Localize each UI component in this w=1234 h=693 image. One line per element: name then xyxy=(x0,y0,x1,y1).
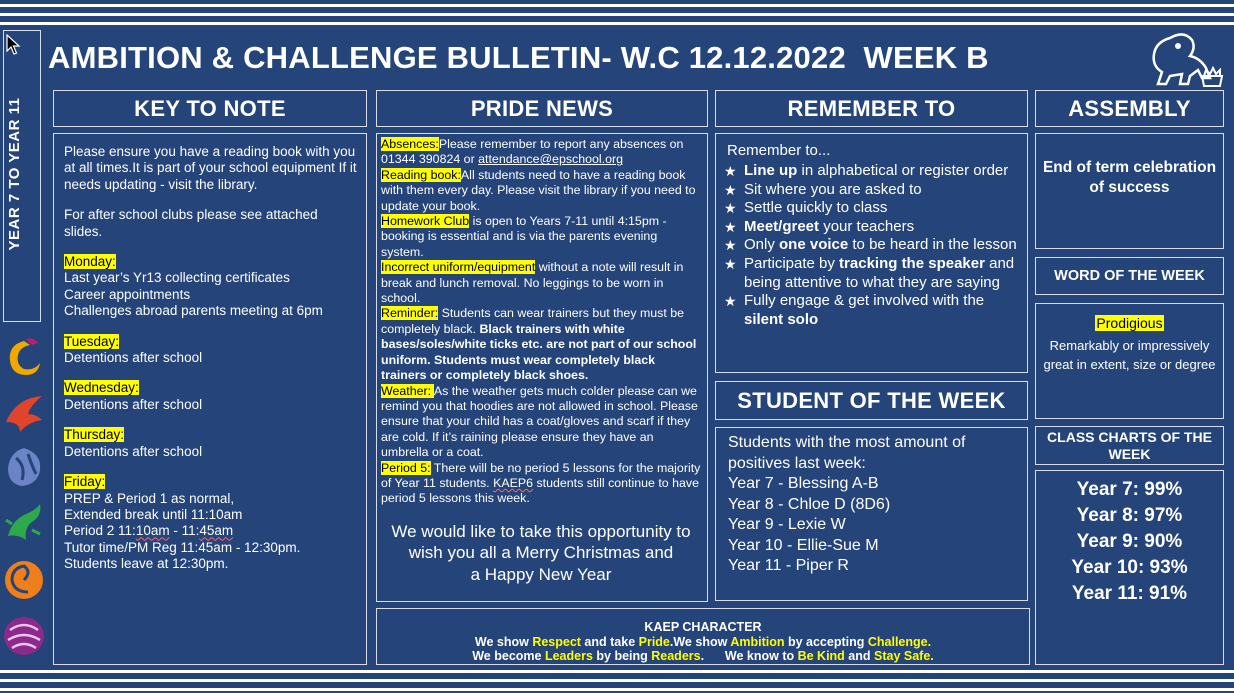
kaep-character-panel xyxy=(376,608,1030,665)
homework-club-notice xyxy=(381,214,701,260)
friday-line: Tutor time/PM Reg 11:45am - 12:30pm. xyxy=(64,539,301,555)
word-of-week-header xyxy=(1035,257,1224,295)
absences-label: Absences: xyxy=(381,137,439,151)
list-item: Year 8 - Chloe D (8D6) xyxy=(728,495,891,513)
top-stripe-1 xyxy=(0,4,1234,7)
period5-notice xyxy=(381,461,701,507)
weather-label: Weather: xyxy=(381,383,434,398)
wednesday-block xyxy=(64,380,358,413)
remember-to-header xyxy=(715,90,1028,127)
remember-bold: Line up xyxy=(744,162,798,179)
attendance-email-link[interactable]: attendance@epschool.org xyxy=(478,152,624,167)
monday-line: Last year’s Yr13 collecting certificates xyxy=(64,270,290,286)
uniform-notice xyxy=(381,260,701,306)
bottom-stripe-1 xyxy=(0,670,1234,673)
star-icon: ★ xyxy=(724,293,737,310)
kaep-value: Pride xyxy=(638,634,670,649)
kaep-text: by being xyxy=(592,649,652,663)
pride-news-title: PRIDE NEWS xyxy=(470,95,614,121)
kaep-text: by accepting xyxy=(784,634,868,649)
shell-mascot-icon xyxy=(2,556,46,602)
uniform-text: without a note will result in break and lunch removal. No leggings to be worn in school. xyxy=(381,260,684,306)
kaep-text: . We know to xyxy=(700,649,798,663)
leaf-mascot-icon xyxy=(2,444,46,490)
bottom-stripe-3 xyxy=(0,688,1234,691)
lizard-mascot-icon xyxy=(2,500,46,546)
reminder-label: Reminder: xyxy=(381,306,439,321)
page-title: AMBITION & CHALLENGE BULLETIN- W.C 12.12.2022 WEEK B xyxy=(48,40,989,75)
assembly-panel xyxy=(1035,133,1224,249)
kaep-line-1 xyxy=(377,635,1029,650)
weather-text: As the weather gets much colder please can we remind you that hoodies are not allowed in school. Please ensure that your child has a coat/gloves and scarf if they are cold. If it’s raining please ensure they have an umbrella or a coat. xyxy=(381,383,698,460)
word-of-week-panel xyxy=(1035,303,1224,419)
reminder-notice xyxy=(381,306,701,383)
key-to-note-panel xyxy=(53,133,367,665)
friday-line: Students leave at 12:30pm. xyxy=(64,556,229,572)
assembly-header xyxy=(1035,90,1224,127)
friday-label: Friday: xyxy=(64,474,106,490)
remember-list xyxy=(724,162,1019,329)
tuesday-label: Tuesday: xyxy=(64,333,120,349)
list-item xyxy=(724,199,1019,218)
friday-line: PREP & Period 1 as normal, xyxy=(64,490,235,506)
remember-text: in alphabetical or register order xyxy=(797,162,1009,179)
list-item xyxy=(724,162,1019,181)
word-definition: Remarkably or impressively great in extent, size or degree xyxy=(1043,338,1216,372)
side-label-text: YEAR 7 TO YEAR 11 xyxy=(6,97,23,251)
star-icon: ★ xyxy=(724,200,737,217)
kaep-value: Be Kind xyxy=(797,649,845,663)
key-to-note-header xyxy=(53,90,367,127)
remember-text: Only xyxy=(744,236,780,254)
clubs-note: For after school clubs please see attached slides. xyxy=(64,207,318,239)
wednesday-line: Detentions after school xyxy=(64,396,203,412)
christmas-line: wish you all a Merry Christmas and xyxy=(408,543,674,563)
class-chart-result: Year 7: 99% xyxy=(1076,479,1183,500)
kaep-value: Stay Safe xyxy=(874,649,931,663)
student-of-week-panel xyxy=(715,427,1028,601)
kaep-text: and take xyxy=(580,634,639,649)
wednesday-label: Wednesday: xyxy=(64,380,139,396)
purple-mascot-icon xyxy=(2,612,46,658)
christmas-line: We would like to take this opportunity to xyxy=(391,521,691,541)
reminder-bold-text: Black trainers with white bases/soles/white ticks etc. are not part of our school uniform. Students must wear completely black trainers or completely black shoes. xyxy=(381,321,697,383)
list-item xyxy=(724,292,1019,329)
kaep-value: Challenge xyxy=(867,634,928,649)
star-icon: ★ xyxy=(724,255,737,272)
kaep-value: Respect xyxy=(532,634,581,649)
kaep-text: and xyxy=(844,649,874,663)
pride-news-panel xyxy=(376,133,708,602)
remember-bold: one voice xyxy=(779,236,849,254)
kaep-text: We show xyxy=(474,634,533,649)
uniform-label: Incorrect uniform/equipment xyxy=(381,260,536,275)
assembly-text: End of term celebration of success xyxy=(1042,159,1217,196)
monday-label: Monday: xyxy=(64,254,116,270)
remember-text: Settle quickly to class xyxy=(744,199,888,217)
monday-line: Challenges abroad parents meeting at 6pm xyxy=(64,303,323,319)
list-item xyxy=(724,218,1019,237)
star-icon: ★ xyxy=(724,181,737,198)
thursday-block xyxy=(64,427,358,460)
key-to-note-title: KEY TO NOTE xyxy=(134,95,286,121)
christmas-message xyxy=(381,521,701,586)
kaep-value: Leaders xyxy=(544,649,593,663)
christmas-line: a Happy New Year xyxy=(470,564,612,584)
class-charts-panel xyxy=(1035,470,1224,665)
reading-label: Reading book: xyxy=(381,167,461,182)
period5-text: students still continue to have period 5 lessons this week. xyxy=(381,475,700,506)
swift-mascot-icon xyxy=(2,392,46,438)
remember-text: Fully engage & get involved with the xyxy=(744,292,985,310)
class-chart-result: Year 8: 97% xyxy=(1076,505,1183,526)
remember-intro: Remember to... xyxy=(727,142,831,159)
class-charts-header xyxy=(1035,426,1224,465)
kaep-text: . xyxy=(930,649,934,663)
kaep-value: Ambition xyxy=(730,634,785,649)
absences-notice xyxy=(381,137,701,168)
top-stripe-2 xyxy=(0,13,1234,16)
reminder-text: Students can wear trainers but they must be completely black. xyxy=(381,306,685,336)
class-charts-title: CLASS CHARTS OF THE WEEK xyxy=(1047,428,1212,462)
list-item xyxy=(724,236,1019,255)
remember-text: and being attentive to what they are saying xyxy=(744,254,1015,291)
student-of-week-header xyxy=(715,381,1028,420)
weather-notice xyxy=(381,384,701,461)
word-of-week: Prodigious xyxy=(1096,315,1163,331)
list-item xyxy=(724,255,1019,292)
thursday-line: Detentions after school xyxy=(64,443,203,459)
friday-text: Period 2 11: xyxy=(64,523,136,539)
kaep-value: Readers xyxy=(651,649,701,663)
word-of-week-title: WORD OF THE WEEK xyxy=(1054,268,1205,284)
monday-block xyxy=(64,254,358,320)
kaep-text: We become xyxy=(472,649,545,663)
class-chart-result: Year 9: 90% xyxy=(1076,531,1183,552)
friday-time: 45am xyxy=(199,523,234,539)
tuesday-block xyxy=(64,334,358,367)
bottom-stripe-2 xyxy=(0,679,1234,682)
class-chart-result: Year 11: 91% xyxy=(1071,583,1188,604)
star-icon: ★ xyxy=(724,163,737,179)
remember-text: Sit where you are asked to xyxy=(744,180,922,198)
reading-book-note: Please ensure you have a reading book with you at all times.It is part of your school equipment If it needs updating - visit the library. xyxy=(64,144,357,192)
phoenix-mascot-icon xyxy=(2,335,46,381)
assembly-title: ASSEMBLY xyxy=(1068,95,1191,121)
student-intro: Students with the most amount of positives last week: xyxy=(728,434,966,472)
period5-kaep: KAEP6 xyxy=(493,475,534,490)
homework-label: Homework Club xyxy=(381,214,470,229)
list-item: Year 9 - Lexie W xyxy=(728,516,846,533)
lion-crest-icon xyxy=(1140,28,1224,90)
remember-text: to be heard in the lesson xyxy=(848,236,1017,254)
remember-text: Participate by xyxy=(744,254,840,272)
remember-bold: tracking the speaker xyxy=(839,254,985,272)
reading-book-notice xyxy=(381,168,701,214)
kaep-title: KAEP CHARACTER xyxy=(644,620,762,634)
remember-to-panel xyxy=(715,133,1028,373)
friday-line xyxy=(64,523,358,539)
kaep-text: . xyxy=(927,634,932,649)
absences-text: Please remember to report any absences on 01344 390824 or xyxy=(381,137,684,167)
class-chart-result: Year 10: 93% xyxy=(1071,557,1188,578)
remember-text: your teachers xyxy=(819,217,915,235)
reading-text: All students need to have a reading book with them every day. Please visit the library if you need to update your book. xyxy=(381,167,696,213)
star-icon: ★ xyxy=(724,218,737,235)
friday-text: - 11: xyxy=(169,523,200,539)
star-icon: ★ xyxy=(724,237,737,254)
remember-bold: Meet/greet xyxy=(744,217,820,235)
top-stripe-3 xyxy=(0,22,1234,25)
kaep-line-2 xyxy=(377,649,1029,664)
list-item xyxy=(724,181,1019,200)
friday-time: 10am xyxy=(135,523,170,539)
tuesday-line: Detentions after school xyxy=(64,350,203,366)
student-of-week-title: STUDENT OF THE WEEK xyxy=(737,387,1006,413)
friday-line: Extended break until 11:10am xyxy=(64,506,243,522)
friday-block xyxy=(64,474,358,572)
thursday-label: Thursday: xyxy=(64,427,125,443)
pride-news-header xyxy=(376,90,708,127)
remember-to-title: REMEMBER TO xyxy=(787,95,956,121)
monday-line: Career appointments xyxy=(64,286,191,302)
list-item: Year 11 - Piper R xyxy=(728,557,849,574)
period5-text: There will be no period 5 lessons for the majority of Year 11 students. xyxy=(381,460,701,490)
homework-text: is open to Years 7-11 until 4:15pm - booking is essential and is via the parents evening system. xyxy=(381,214,667,259)
period5-label: Period 5: xyxy=(381,460,431,475)
list-item: Year 10 - Ellie-Sue M xyxy=(728,536,879,554)
remember-bold: silent solo xyxy=(744,310,819,328)
year-range-side-label xyxy=(3,30,41,322)
list-item: Year 7 - Blessing A-B xyxy=(728,475,879,492)
kaep-text: .We show xyxy=(669,634,731,649)
